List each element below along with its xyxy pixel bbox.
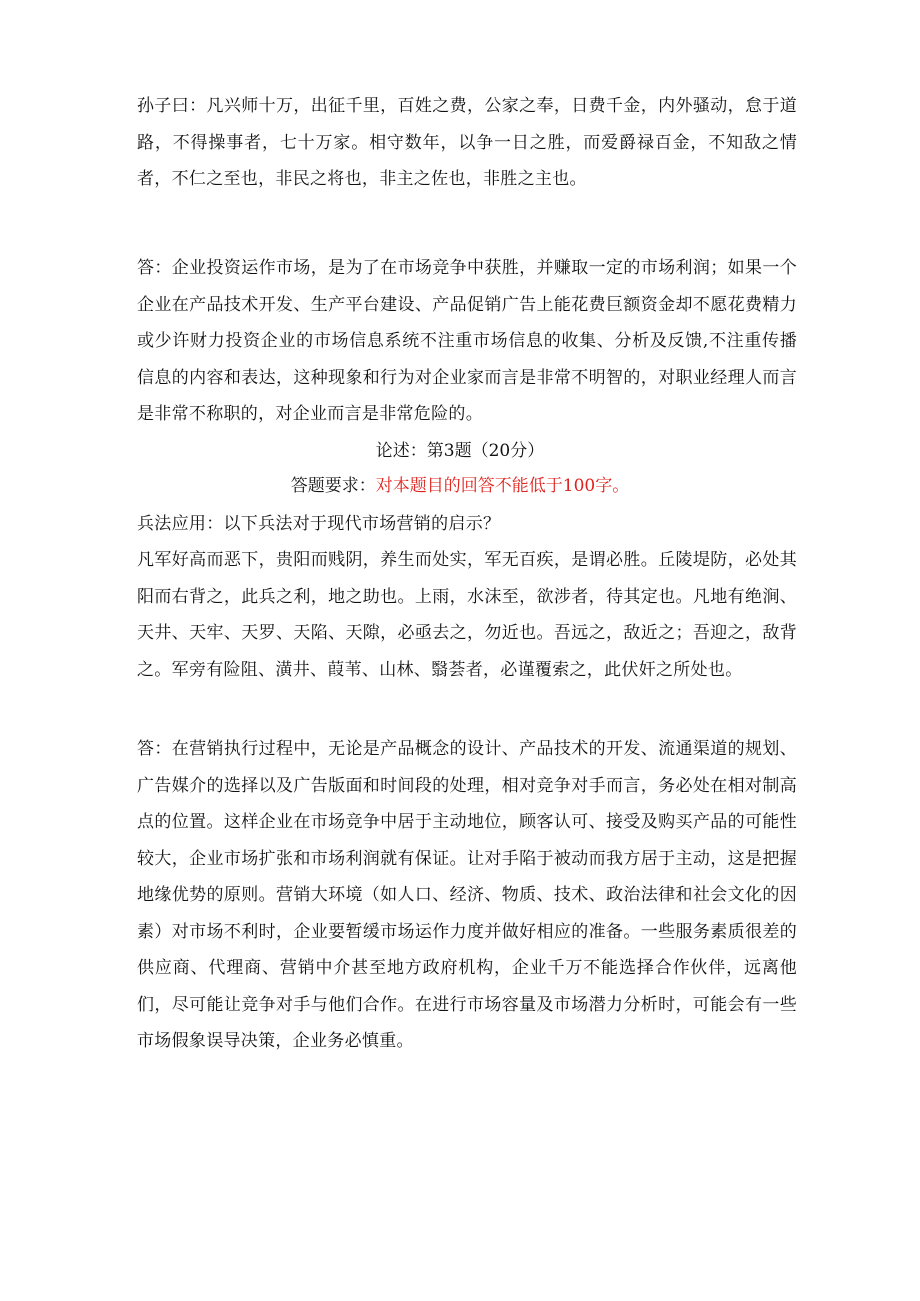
q3-quote-paragraph: 凡军好高而恶下，贵阳而贱阴，养生而处实，军无百疾，是谓必胜。丘陵堤防，必处其阳而右背之，此兵之利，地之助也。上雨，水沫至，欲涉者，待其定也。凡地有绝涧、天井、天牢、天罗、天陷、天隙，必亟去之，勿近也。吾远之，敌近之；吾迎之，敌背之。军旁有险阻、潢井、葭苇、山林、翳荟者，必谨覆索之，此伏奸之所处也。 — [137, 550, 797, 680]
q3-requirement-label: 答题要求： — [290, 476, 376, 496]
q3-requirement — [0, 468, 920, 504]
q3-prompt: 兵法应用：以下兵法对于现代市场营销的启示？ — [137, 514, 501, 534]
q2-answer-paragraph: 答：企业投资运作市场，是为了在市场竞争中获胜，并赚取一定的市场利润；如果一个企业在产品技术开发、生产平台建设、产品促销广告上能花费巨额资金却不愿花费精力或少许财力投资企业的市场信息系统不注重市场信息的收集、分析及反馈,不注重传播信息的内容和表达，这种现象和行为对企业家而言是非常不明智的，对职业经理人而言是非常不称职的，对企业而言是非常危险的。 — [137, 258, 797, 424]
q2-quote-paragraph: 孙子曰：凡兴师十万，出征千里，百姓之费，公家之奉，日费千金，内外骚动，怠于道路，不得操事者，七十万家。相守数年，以争一日之胜，而爱爵禄百金，不知敌之情者，不仁之至也，非民之将也，非主之佐也，非胜之主也。 — [137, 96, 797, 189]
q3-heading: 论述：第3题（20分） — [375, 441, 545, 461]
q3-answer-paragraph: 答：在营销执行过程中，无论是产品概念的设计、产品技术的开发、流通渠道的规划、广告媒介的选择以及广告版面和时间段的处理，相对竞争对手而言，务必处在相对制高点的位置。这样企业在市场竞争中居于主动地位，顾客认可、接受及购买产品的可能性较大，企业市场扩张和市场利润就有保证。让对手陷于被动而我方居于主动，这是把握地缘优势的原则。营销大环境（如人口、经济、物质、技术、政治法律和社会文化的因素）对市场不利时，企业要暂缓市场运作力度并做好相应的准备。一些服务素质很差的供应商、代理商、营销中介甚至地方政府机构，企业千万不能选择合作伙伴，远离他们，尽可能让竞争对手与他们合作。在进行市场容量及市场潜力分析时，可能会有一些市场假象误导决策，企业务必慎重。 — [137, 739, 797, 1051]
q3-requirement-text: 对本题目的回答不能低于100字。 — [375, 476, 630, 496]
